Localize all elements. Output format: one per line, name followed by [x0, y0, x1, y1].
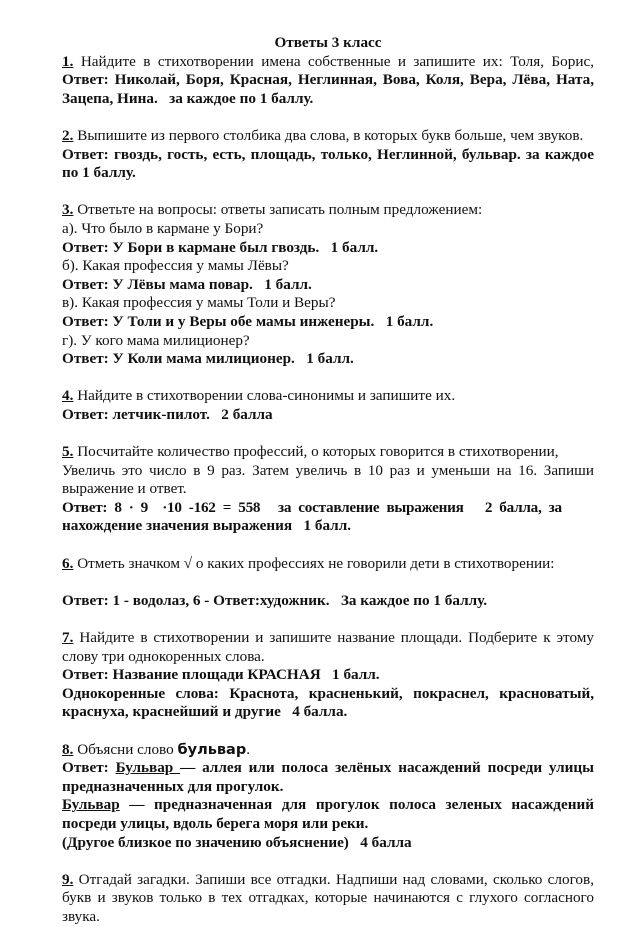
- q8-answer-line1: [62, 759, 594, 778]
- q8-line: Объясни слово: [77, 740, 174, 758]
- q6-number: 6.: [62, 554, 74, 572]
- q8-answer-prefix: Ответ:: [62, 759, 109, 777]
- q5-line2: Увеличь это число в 9 раз. Затем увеличь в 10 раз и уменьши на 16. Запиши: [62, 461, 594, 479]
- q3-question-a: а). Что было в кармане у Бори?: [62, 219, 264, 237]
- q5-answer-line2: нахождение значения выражения 1 балл.: [62, 517, 352, 535]
- q9-text: [62, 871, 594, 890]
- q8-answer-rest: — аллея или полоса зелёных насаждений посреди улицы: [180, 759, 594, 777]
- q3-text: [62, 201, 594, 220]
- q7-answer2-line2: краснуха, краснейший и другие 4 балла.: [62, 703, 348, 721]
- q4-line: Найдите в стихотворении слова-синонимы и запишите их.: [77, 387, 456, 405]
- q6-text: [62, 555, 594, 574]
- q5-text: [62, 443, 594, 462]
- q5-number: 5.: [62, 443, 74, 461]
- q7-answer2-line1: Однокоренные слова: Краснота, красненький, покраснел, красноватый,: [62, 684, 594, 702]
- q7-line1: Найдите в стихотворении и запишите название площади. Подберите к этому: [79, 629, 594, 646]
- q5-answer-line1: Ответ: 8 · 9 ·10 -162 = 558 за составление выражения 2 балла, за: [62, 498, 562, 516]
- q6-answer: Ответ: 1 - водолаз, 6 - Ответ:художник. За каждое по 1 баллу.: [62, 591, 488, 609]
- q4-answer: Ответ: летчик-пилот. 2 балла: [62, 405, 273, 423]
- q4-number: 4.: [62, 387, 74, 405]
- q7-text: [62, 629, 594, 648]
- page-title: Ответы 3 класс: [274, 34, 382, 51]
- q2-answer-line1: Ответ: гвоздь, гость, есть, площадь, только, Неглинной, бульвар. за каждое: [62, 145, 594, 163]
- q2-answer-line2: по 1 баллу.: [62, 164, 136, 182]
- q9-line1: Отгадай загадки. Запиши все отгадки. Надпиши над словами, сколько слогов,: [78, 870, 594, 888]
- document-page: [62, 34, 594, 927]
- q8-def-line2: посреди улицы, вдоль берега моря или реки.: [62, 814, 369, 832]
- q7-answer1: Ответ: Название площади КРАСНАЯ 1 балл.: [62, 666, 380, 684]
- q3-line: Ответьте на вопросы: ответы записать полным предложением:: [77, 201, 483, 219]
- q6-line: Отметь значком √ о каких профессиях не говорили дети в стихотворении:: [77, 554, 555, 572]
- q8-def-line1: [62, 796, 594, 815]
- q8-answer-line2: предназначенных для прогулок.: [62, 777, 284, 795]
- q3-question-b: б). Какая профессия у мамы Лёвы?: [62, 257, 289, 275]
- q2-line: Выпишите из первого столбика два слова, в которых букв больше, чем звуков.: [77, 126, 584, 144]
- q2-number: 2.: [62, 126, 74, 144]
- q4-text: [62, 387, 594, 406]
- q9-line2: букв и звуков только в тех отгадках, которые начинаются с глухого согласного: [62, 889, 594, 907]
- q8-answer-word: Бульвар: [115, 759, 181, 777]
- q7-line2: слову три однокоренных слова.: [62, 647, 265, 665]
- q1-line1: Найдите в стихотворении имена собственные и запишите их: Толя, Борис,: [80, 52, 595, 70]
- q3-question-d: г). У кого мама милиционер?: [62, 331, 250, 349]
- q8-def-word: Бульвар: [62, 796, 120, 814]
- q1-answer-line2: Зацепа, Нина. за каждое по 1 баллу.: [62, 89, 314, 107]
- q8-number: 8.: [62, 740, 74, 758]
- q3-answer-c: Ответ: У Толи и у Веры обе мамы инженеры. 1 балл.: [62, 312, 434, 330]
- q8-period: .: [246, 740, 251, 758]
- q7-number: 7.: [62, 629, 74, 646]
- q8-def-rest: — предназначенная для прогулок полоса зеленых насаждений: [119, 796, 594, 814]
- q8-word: бульвар: [177, 741, 247, 758]
- q3-answer-a: Ответ: У Бори в кармане был гвоздь. 1 балл.: [62, 238, 379, 256]
- q9-line3: звука.: [62, 907, 100, 925]
- q9-number: 9.: [62, 870, 74, 888]
- q3-question-c: в). Какая профессия у мамы Толи и Веры?: [62, 294, 336, 312]
- q2-text: [62, 127, 594, 146]
- q1-number: 1.: [62, 52, 74, 70]
- q8-text: [62, 741, 594, 760]
- q5-line3: выражение и ответ.: [62, 480, 187, 498]
- q3-answer-b: Ответ: У Лёвы мама повар. 1 балл.: [62, 275, 312, 293]
- q1-answer-line1: Ответ: Николай, Боря, Красная, Неглинная, Вова, Коля, Вера, Лёва, Ната,: [62, 71, 594, 89]
- q3-number: 3.: [62, 201, 74, 219]
- q5-line1: Посчитайте количество профессий, о которых говорится в стихотворении,: [77, 443, 559, 461]
- q1-text: [62, 53, 594, 72]
- q8-note: (Другое близкое по значению объяснение) 4 балла: [62, 833, 412, 851]
- q3-answer-d: Ответ: У Коли мама милиционер. 1 балл.: [62, 350, 354, 368]
